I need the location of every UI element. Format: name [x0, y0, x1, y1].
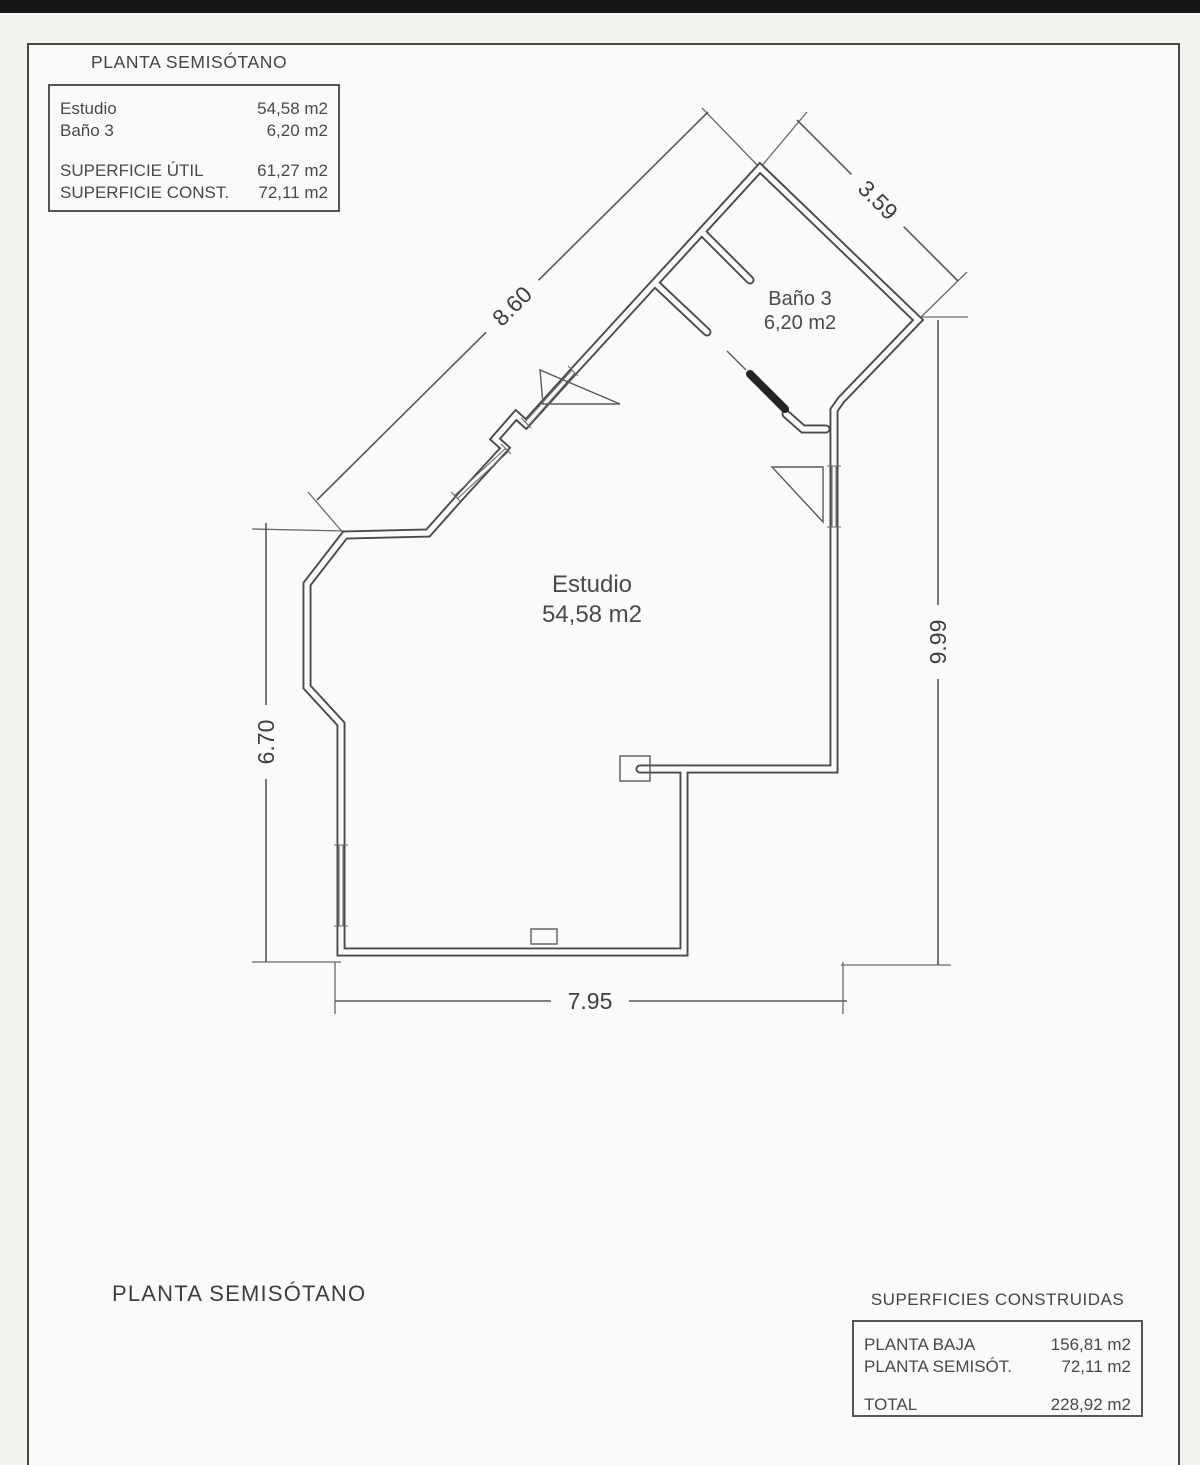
- window-glazing: [334, 366, 841, 926]
- svg-text:Estudio: Estudio: [551, 571, 633, 598]
- dim-label-left: [252, 705, 279, 779]
- table-row: PLANTA SEMISÓT. 72,11 m2: [864, 1357, 1131, 1376]
- dim-label-bottom: [551, 987, 629, 1014]
- table-row: PLANTA BAJA 156,81 m2: [864, 1335, 1131, 1354]
- svg-text:3.59: 3.59: [852, 174, 904, 226]
- table-row: SUPERFICIE ÚTIL 61,27 m2: [60, 161, 328, 180]
- summary-table: [852, 1320, 1143, 1417]
- svg-text:8.60: 8.60: [486, 280, 538, 332]
- table-row: Estudio 54,58 m2: [60, 99, 328, 118]
- dimension-extension-lines: [252, 108, 968, 1014]
- legend-title: PLANTA SEMISÓTANO: [91, 52, 288, 72]
- door-swings: [540, 351, 823, 522]
- table-row: SUPERFICIE CONST. 72,11 m2: [60, 183, 328, 202]
- room-label-bano: [764, 288, 836, 334]
- svg-text:9.99: 9.99: [925, 619, 951, 665]
- summary-title: SUPERFICIES CONSTRUIDAS: [870, 1290, 1125, 1309]
- dim-label-bath: [843, 164, 914, 235]
- dim-label-right: [924, 605, 951, 679]
- svg-text:Baño 3: Baño 3: [768, 288, 832, 310]
- svg-text:7.95: 7.95: [567, 988, 613, 1014]
- door-swing-right: [772, 467, 823, 522]
- plan-title: PLANTA SEMISÓTANO: [112, 1281, 367, 1306]
- svg-text:6,20 m2: 6,20 m2: [763, 312, 837, 334]
- wall-notch-bottom: [531, 929, 557, 944]
- bath-door-tail: [727, 351, 746, 370]
- legend-area-table: [48, 84, 340, 212]
- svg-text:6.70: 6.70: [253, 719, 279, 765]
- room-label-estudio: [542, 571, 642, 628]
- table-row: TOTAL 228,92 m2: [864, 1395, 1131, 1414]
- table-row: Baño 3 6,20 m2: [60, 121, 328, 140]
- bath-door-leaf: [750, 374, 785, 409]
- dim-label-diagonal: [476, 270, 547, 341]
- svg-text:54,58 m2: 54,58 m2: [541, 601, 643, 628]
- dimension-lines: [266, 112, 958, 1001]
- walls: [307, 168, 918, 952]
